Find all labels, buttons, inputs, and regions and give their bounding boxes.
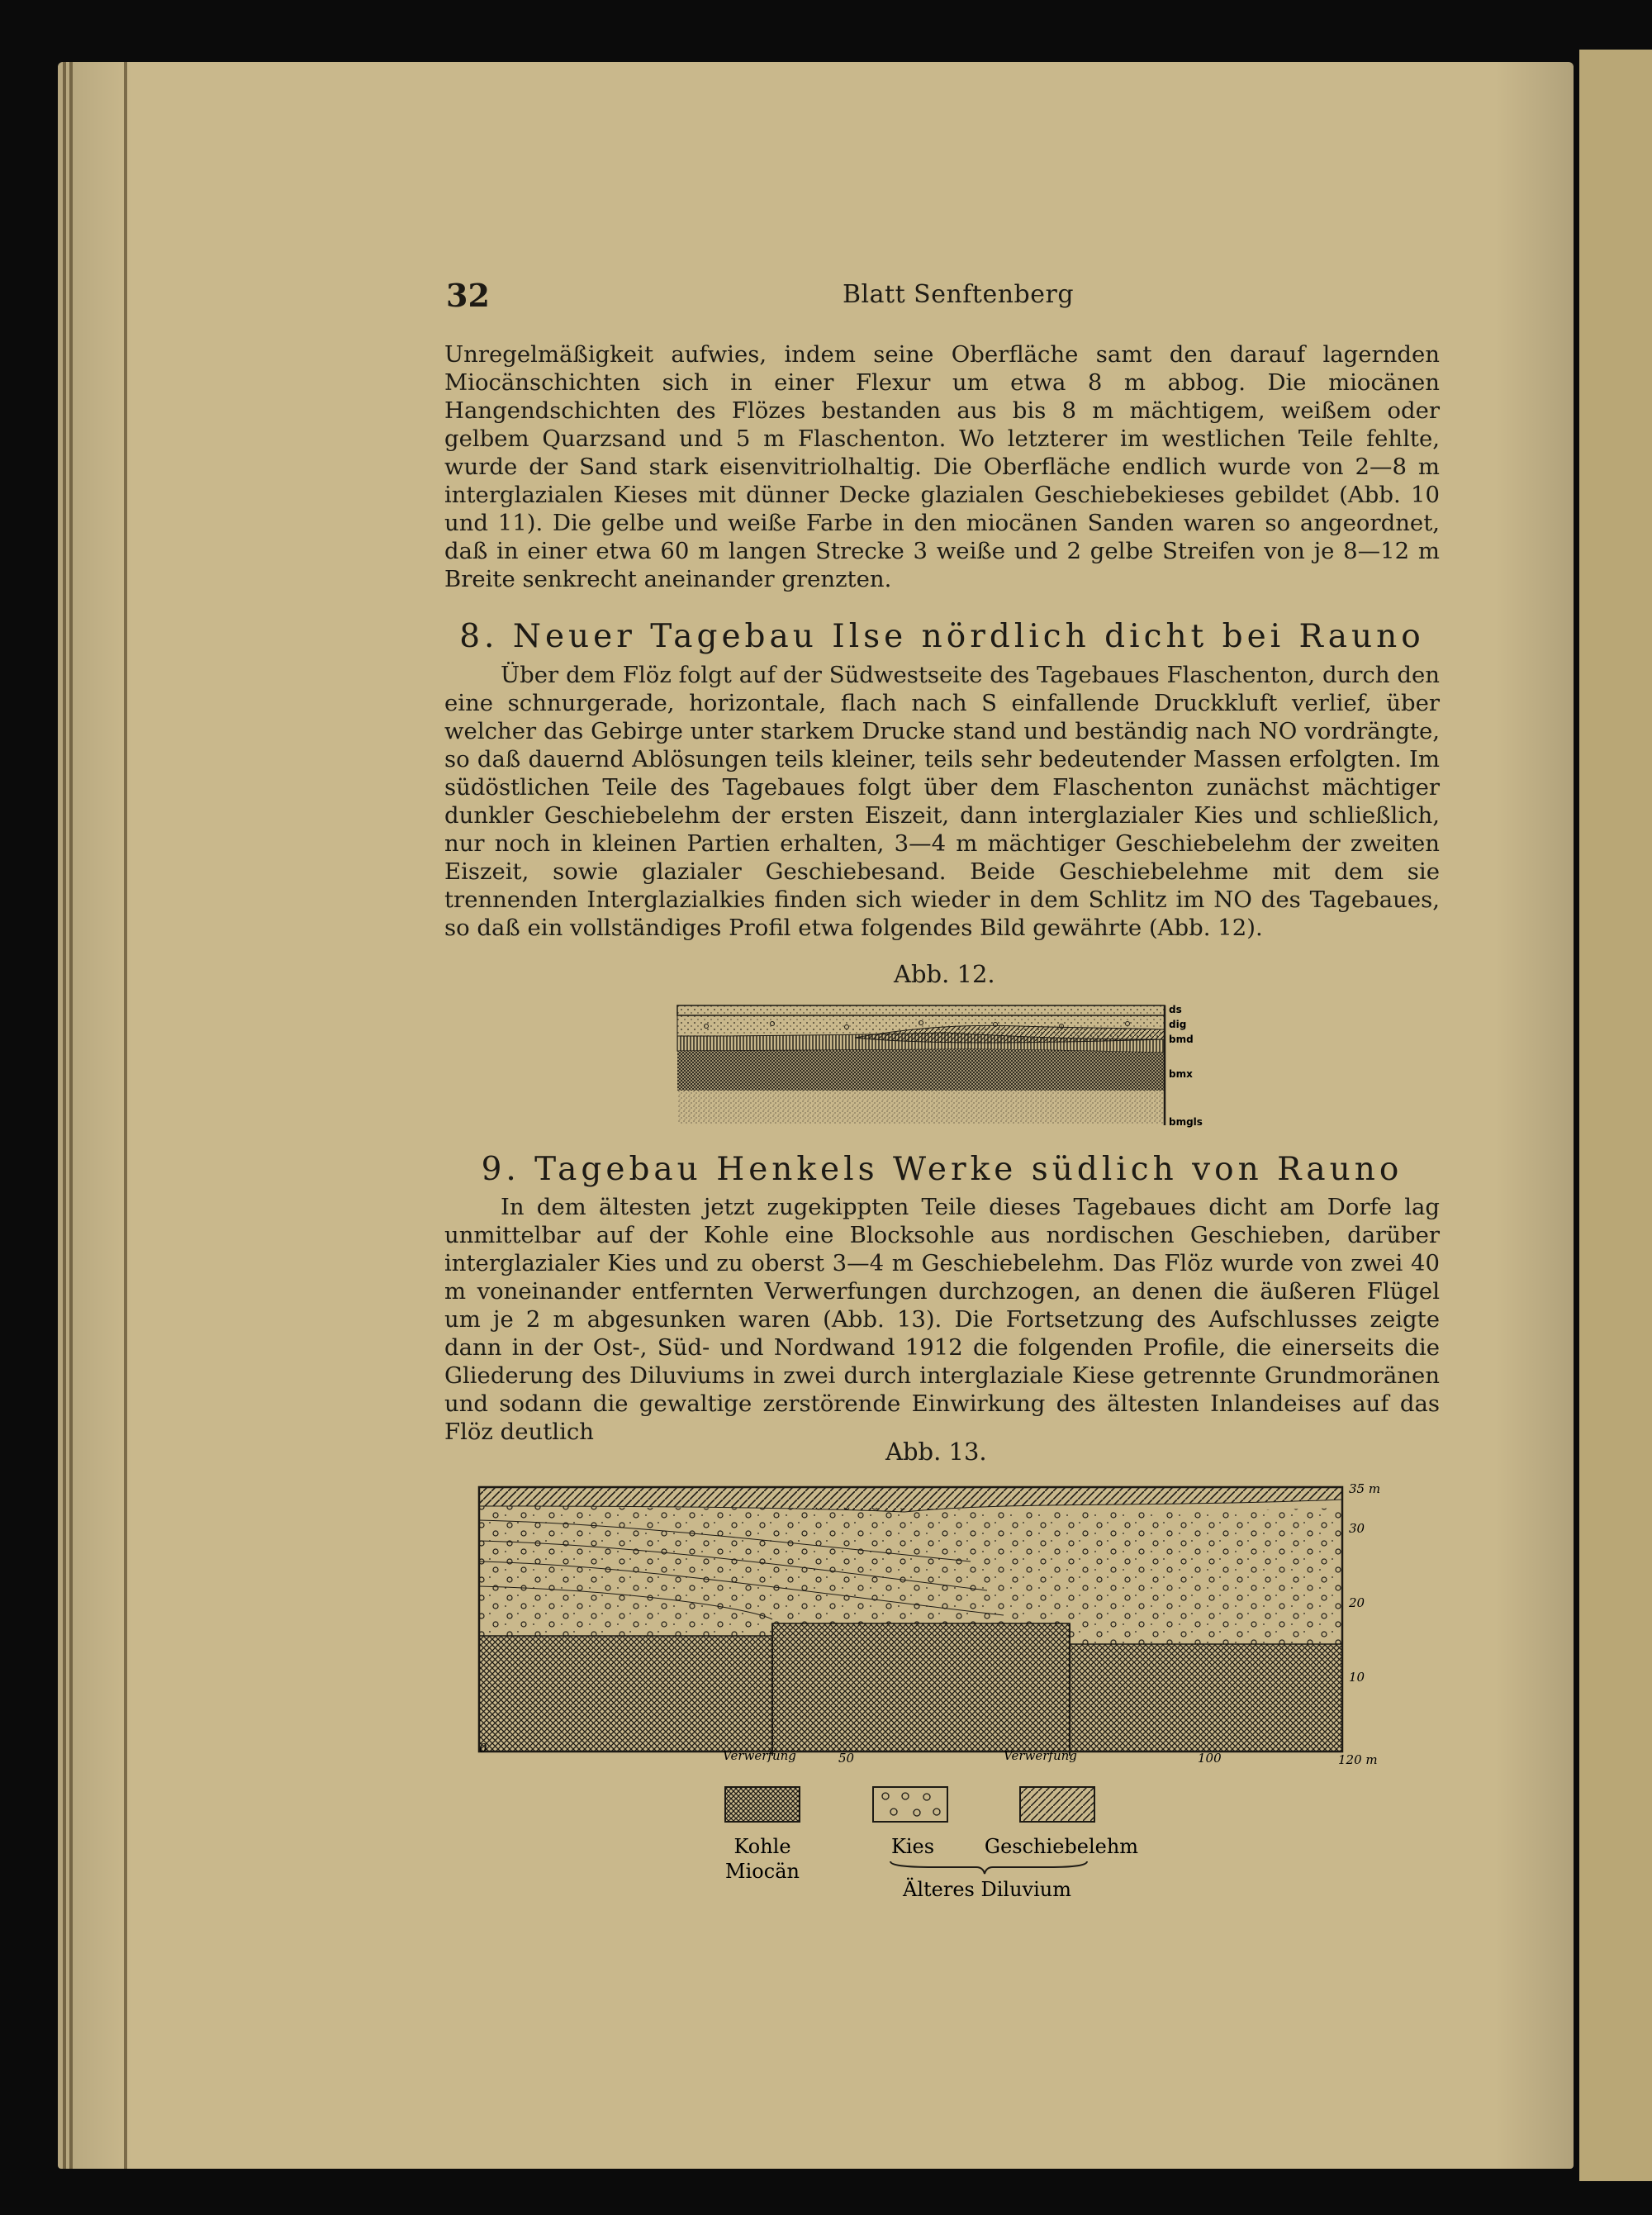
legend-gravel-swatch bbox=[873, 1787, 947, 1822]
figure-12-profile bbox=[673, 1001, 1227, 1134]
brace bbox=[890, 1861, 1087, 1874]
legend-coal-swatch bbox=[725, 1787, 800, 1822]
figure-13-legend bbox=[719, 1776, 1148, 1908]
section-9-paragraph bbox=[444, 1193, 1440, 1446]
distance-120: 120 m bbox=[1338, 1752, 1378, 1767]
page-stack-edge bbox=[124, 62, 127, 2169]
running-title: Blatt Senftenberg bbox=[843, 280, 1075, 309]
distance-0: 0 bbox=[479, 1741, 487, 1756]
coal-middle-block bbox=[772, 1623, 1070, 1752]
layer-bmx bbox=[677, 1049, 1165, 1091]
figure-13-profile bbox=[475, 1483, 1408, 1772]
section-8-paragraph bbox=[444, 661, 1440, 942]
label-ds: ds bbox=[1169, 1004, 1182, 1015]
coal-right-block bbox=[1070, 1644, 1342, 1752]
legend-gravel-label: Kies bbox=[890, 1835, 935, 1858]
page-stack-edge bbox=[63, 62, 66, 2169]
legend-miocene-label: Miocän bbox=[725, 1860, 800, 1883]
legend-coal-label: Kohle bbox=[733, 1835, 791, 1858]
distance-100: 100 bbox=[1198, 1751, 1222, 1766]
section-8-heading: 8. Neuer Tagebau Ilse nördlich dicht bei Rauno bbox=[459, 618, 1425, 655]
label-bmd: bmd bbox=[1169, 1034, 1194, 1045]
intro-paragraph bbox=[444, 340, 1440, 593]
section-9-heading: 9. Tagebau Henkels Werke südlich von Rauno bbox=[481, 1151, 1403, 1188]
coal-left-block bbox=[479, 1636, 772, 1752]
section-9-text: In dem ältesten jetzt zugekippten Teile dieses Tagebaues dicht am Dorfe lag unmittelbar auf der Kohle eine Blocksohle aus nordischen Geschieben, darüber interglazialer Kies und zu oberst 3—4 m Geschiebelehm. Das Flöz wurde von zwei 40 m voneinander entfernten Verwerfungen durchzogen, an denen die äußeren Flügel um je 2 m abgesunken waren (Abb. 13). Die Fortsetzung des Aufschlusses zeigte dann in der Ost-, Süd- und Nordwand 1912 die folgenden Profile, die einerseits die Gliederung des Diluviums in zwei durch interglaziale Kiese getrennte Grundmoränen und sodann die gewaltige zerstörende Einwirkung des ältesten Inlandeises auf das Flöz deutlich bbox=[444, 1194, 1440, 1445]
figure-12-caption: Abb. 12. bbox=[894, 960, 995, 988]
intro-text: Unregelmäßigkeit aufwies, indem seine Oberfläche samt den darauf lagernden Miocänschichten sich in einer Flexur um etwa 8 m abbog. Die miocänen Hangendschichten des Flözes bestanden aus bis 8 m mächtigem, weißem oder gelbem Quarzsand und 5 m Flaschenton. Wo letzterer im westlichen Teile fehlte, wurde der Sand stark eisenvitriolhaltig. Die Oberfläche endlich wurde von 2—8 m interglazialen Kieses mit dünner Decke glazialen Geschiebekieses gebildet (Abb. 10 und 11). Die gelbe und weiße Farbe in den miocänen Sanden waren so angeordnet, daß in einer etwa 60 m langen Strecke 3 weiße und 2 gelbe Streifen von je 8—12 m Breite senkrecht aneinander grenzten. bbox=[444, 341, 1440, 592]
figure-13-caption: Abb. 13. bbox=[885, 1438, 987, 1466]
fault-label-right: Verwerfung bbox=[1004, 1748, 1077, 1763]
depth-20: 20 bbox=[1349, 1595, 1365, 1610]
layer-ds bbox=[677, 1005, 1165, 1015]
depth-30: 30 bbox=[1349, 1521, 1365, 1536]
label-bmgls: bmgls bbox=[1169, 1116, 1203, 1128]
legend-older-diluvium-label: Älteres Diluvium bbox=[903, 1878, 1071, 1901]
depth-35: 35 m bbox=[1349, 1483, 1381, 1496]
label-bmx: bmx bbox=[1169, 1068, 1193, 1080]
fault-label-left: Verwerfung bbox=[723, 1748, 796, 1763]
layer-bmgls bbox=[677, 1091, 1165, 1124]
legend-till-label: Geschiebelehm bbox=[984, 1835, 1139, 1858]
distance-50: 50 bbox=[838, 1751, 855, 1766]
page-stack-edge bbox=[69, 62, 73, 2169]
section-8-text: Über dem Flöz folgt auf der Südwestseite des Tagebaues Flaschenton, durch den eine schnurgerade, horizontale, flach nach S einfallende Druckkluft verlief, über welcher das Gebirge unter starkem Drucke stand und beständig nach NO vordrängte, so daß dauernd Ablösungen teils kleiner, teils sehr bedeutender Massen erfolgten. Im südöstlichen Teile des Tagebaues folgt über dem Flaschenton zunächst mächtiger dunkler Geschiebelehm der ersten Eiszeit, dann interglazialer Kies und schließlich, nur noch in kleinen Partien erhalten, 3—4 m mächtiger Geschiebelehm der zweiten Eiszeit, sowie glazialer Geschiebesand. Beide Geschiebelehme mit dem sie trennenden Interglazialkies finden sich wieder in dem Schlitz im NO des Tagebaues, so daß ein vollständiges Profil etwa folgendes Bild gewährte (Abb. 12). bbox=[444, 662, 1440, 941]
page-number: 32 bbox=[446, 277, 490, 314]
label-dig: dig bbox=[1169, 1019, 1187, 1030]
facing-page-edge bbox=[1579, 50, 1652, 2181]
legend-till-swatch bbox=[1020, 1787, 1094, 1822]
depth-10: 10 bbox=[1349, 1670, 1365, 1685]
